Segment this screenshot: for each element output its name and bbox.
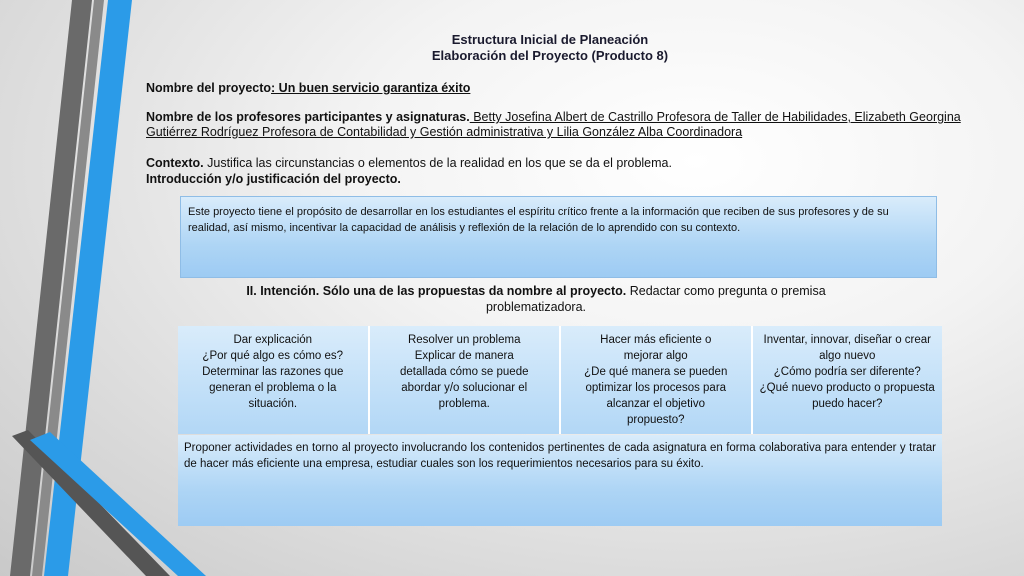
option-line: alcanzar el objetivo [606, 398, 705, 410]
option-line: Hacer más eficiente o [600, 334, 712, 346]
option-line: algo nuevo [819, 350, 876, 362]
intention-label: II. Intención. Sólo una de las propuestas da nombre al proyecto. [246, 284, 627, 298]
option-line: abordar y/o solucionar el [401, 382, 528, 394]
option-line: ¿Por qué algo es cómo es? [202, 350, 344, 362]
option-improve [561, 326, 753, 434]
title-line-2: Elaboración del Proyecto (Producto 8) [431, 48, 669, 63]
intro-heading-text: Introducción y/o justificación del proyecto. [146, 172, 401, 186]
teachers-line [146, 110, 976, 140]
option-innovate [753, 326, 943, 434]
proposal-box: Proponer actividades en torno al proyecto involucrando los contenidos pertinentes de cada asignatura en forma colaborativa para entender y tratar de hacer más eficiente una empresa, estudiar cuales son los requerimientos necesarios para su éxito. [178, 435, 942, 526]
intro-heading [146, 172, 976, 187]
teachers-label: Nombre de los profesores participantes y asignaturas. [146, 110, 470, 124]
option-line: problema. [438, 398, 490, 410]
option-line: situación. [248, 398, 298, 410]
option-line: generan el problema o la [209, 382, 337, 394]
project-name-value: : Un buen servicio garantiza éxito [271, 81, 471, 95]
intention-line [206, 283, 866, 315]
project-name-label: Nombre del proyecto [146, 81, 272, 95]
title-line-1: Estructura Inicial de Planeación [451, 32, 649, 47]
intention-text: Redactar como pregunta o premisa problematizadora. [485, 284, 826, 314]
intention-options-table [178, 326, 942, 434]
context-line [146, 156, 976, 171]
project-name-line [146, 81, 976, 96]
option-line: Resolver un problema [407, 334, 521, 346]
option-line: propuesto? [626, 414, 685, 426]
option-solve [370, 326, 562, 434]
intro-justification-box: Este proyecto tiene el propósito de desarrollar en los estudiantes el espíritu crítico frente a la información que reciben de sus profesores y de su realidad, así mismo, incentivar la capacidad de análisis y reflexión de la relación de lo aprendido con su contexto. [180, 196, 937, 278]
option-line: Dar explicación [233, 334, 313, 346]
option-line: Explicar de manera [414, 350, 514, 362]
option-line: detallada cómo se puede [399, 366, 529, 378]
context-text: Justifica las circunstancias o elementos de la realidad en los que se da el problema. [203, 156, 672, 170]
slide-title [300, 32, 800, 64]
teachers-value: Betty Josefina Albert de Castrillo Profesora de Taller de Habilidades, Elizabeth Georgina Gutiérrez Rodríguez Profesora de Contabilidad y Gestión administrativa y Lilia González Alba Coordinadora [146, 110, 961, 139]
option-line: Determinar las razones que [202, 366, 344, 378]
context-label: Contexto. [146, 156, 204, 170]
option-line: optimizar los procesos para [585, 382, 727, 394]
option-line: puedo hacer? [812, 398, 883, 410]
option-line: Inventar, innovar, diseñar o crear [763, 334, 931, 346]
option-line: ¿De qué manera se pueden [584, 366, 728, 378]
option-line: ¿Cómo podría ser diferente? [773, 366, 921, 378]
option-line: mejorar algo [623, 350, 688, 362]
option-explain [178, 326, 370, 434]
option-line: ¿Qué nuevo producto o propuesta [759, 382, 935, 394]
